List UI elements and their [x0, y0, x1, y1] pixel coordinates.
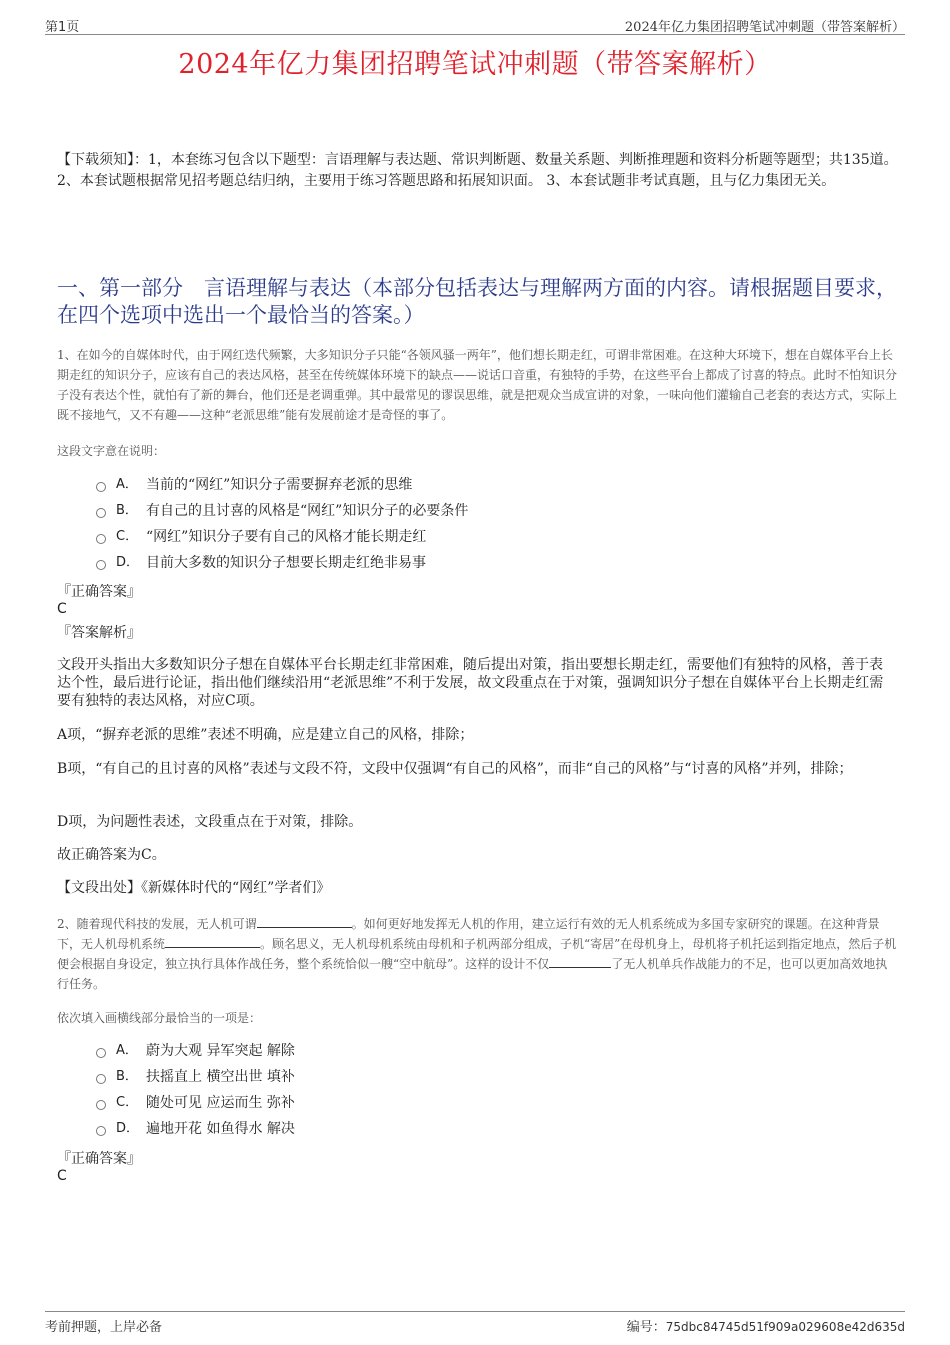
question-1-text: 1、在如今的自媒体时代，由于网红迭代频繁，大多知识分子只能“各领风骚一两年”，他们想长期走红，可谓非常困难。在这种大环境下，想在自媒体平台上长期走红的知识分子，应该有自己的表达风格，甚至在传统媒体环境下的缺点——说话口音重，有独特的手势，在这些平台上都成了讨喜的特点。此时不怕知识分子没有表达个性，就怕有了新的舞台，他们还是老调重弹。其中最常见的谬误思维，就是把观众当成宣讲的对象，一味向他们灌输自己老套的表达方式，实际上既不接地气，又不有趣——这种“老派思维”能有发展前途才是奇怪的事了。	[57, 348, 898, 422]
download-notice: 【下载须知】：1，本套练习包含以下题型：言语理解与表达题、常识判断题、数量关系题、判断推理题和资料分析题等题型；共135道。 2、本套试题根据常见招考题总结归纳，主要用于练习答题思路和拓展知识面。 3、本套试题非考试真题，且与亿力集团无关。	[57, 152, 898, 189]
question-1-analysis-1: 文段开头指出大多数知识分子想在自媒体平台长期走红非常困难，随后提出对策，指出要想长期走红，需要他们有独特的风格，善于表达个性，最后进行论证，指出他们继续沿用“老派思维”不利于发展，故文段重点在于对策，强调知识分子想在自媒体平台上长期走红需要有独特的表达风格，对应C项。	[57, 657, 884, 709]
question-1-prompt: 这段文字意在说明：	[57, 444, 166, 458]
question-1-option-c[interactable]: C． “网红”知识分子要有自己的风格才能长期走红	[96, 524, 468, 550]
footer-slogan: 考前押题，上岸必备	[45, 1320, 163, 1335]
question-1-analysis-5: 故正确答案为C。	[57, 847, 166, 863]
question-2-answer-label: 『正确答案』	[57, 1151, 141, 1167]
radio-icon[interactable]	[96, 1074, 106, 1084]
question-2-answer: C	[57, 1168, 67, 1184]
radio-icon[interactable]	[96, 482, 106, 492]
question-1-analysis-label: 『答案解析』	[57, 625, 141, 641]
radio-icon[interactable]	[96, 1048, 106, 1058]
page-footer	[45, 1311, 905, 1334]
question-1-analysis-3: B项，“有自己的且讨喜的风格”表述与文段不符，文段中仅强调“有自己的风格”，而非“自己的风格”与“讨喜的风格”并列，排除；	[57, 761, 853, 777]
radio-icon[interactable]	[96, 1126, 106, 1136]
question-1-answer-label: 『正确答案』	[57, 584, 141, 600]
question-2-prompt: 依次填入画横线部分最恰当的一项是：	[57, 1011, 262, 1025]
fill-blank-1[interactable]	[257, 915, 352, 928]
question-2-text: 2、随着现代科技的发展，无人机可谓 。如何更好地发挥无人机的作用，建立运行有效的无人机系统成为多国专家研究的课题。在这种背景下，无人机母机系统 。顾名思义，无人机母机系统由母机和子机两部分组成，子机“寄居”在母机身上，母机将子机托运到指定地点，然后子机便会根据自身设定，独立执行具体作战任务，整个系统恰似一艘“空中航母”。这样的设计不仅 了无人机单兵作战能力的不足，也可以更加高效地执行任务。	[57, 917, 897, 991]
question-1-analysis-2: A项，“摒弃老派的思维”表述不明确，应是建立自己的风格，排除；	[57, 727, 474, 743]
question-1-option-b[interactable]: B． 有自己的且讨喜的风格是“网红”知识分子的必要条件	[96, 498, 468, 524]
question-2-option-d[interactable]: D． 遍地开花 如鱼得水 解决	[96, 1116, 295, 1142]
question-2-option-c[interactable]: C． 随处可见 应运而生 弥补	[96, 1090, 295, 1116]
question-1-option-a[interactable]: A． 当前的“网红”知识分子需要摒弃老派的思维	[96, 472, 468, 498]
question-2-option-a[interactable]: A． 蔚为大观 异军突起 解除	[96, 1038, 295, 1064]
question-1-options	[96, 472, 468, 576]
radio-icon[interactable]	[96, 560, 106, 570]
radio-icon[interactable]	[96, 534, 106, 544]
header-doc-title: 2024年亿力集团招聘笔试冲刺题（带答案解析）	[624, 20, 905, 35]
footer-code: 编号：75dbc84745d51f909a029608e42d635d	[626, 1320, 905, 1335]
question-1-analysis-4: D项，为问题性表述，文段重点在于对策，排除。	[57, 814, 363, 830]
fill-blank-3[interactable]	[549, 955, 611, 968]
page-header	[45, 14, 905, 35]
question-2-options	[96, 1038, 295, 1142]
radio-icon[interactable]	[96, 508, 106, 518]
question-2-option-b[interactable]: B． 扶摇直上 横空出世 填补	[96, 1064, 295, 1090]
question-1-source: 【文段出处】《新媒体时代的“网红”学者们》	[57, 880, 331, 896]
page-number: 第1页	[45, 20, 80, 35]
fill-blank-2[interactable]	[165, 935, 260, 948]
document-title: 2024年亿力集团招聘笔试冲刺题（带答案解析）	[178, 49, 772, 80]
radio-icon[interactable]	[96, 1100, 106, 1110]
question-1-answer: C	[57, 601, 67, 617]
section-title: 一、第一部分 言语理解与表达（本部分包括表达与理解两方面的内容。请根据题目要求，在四个选项中选出一个最恰当的答案。）	[57, 276, 897, 327]
question-1-option-d[interactable]: D． 目前大多数的知识分子想要长期走红绝非易事	[96, 550, 468, 576]
